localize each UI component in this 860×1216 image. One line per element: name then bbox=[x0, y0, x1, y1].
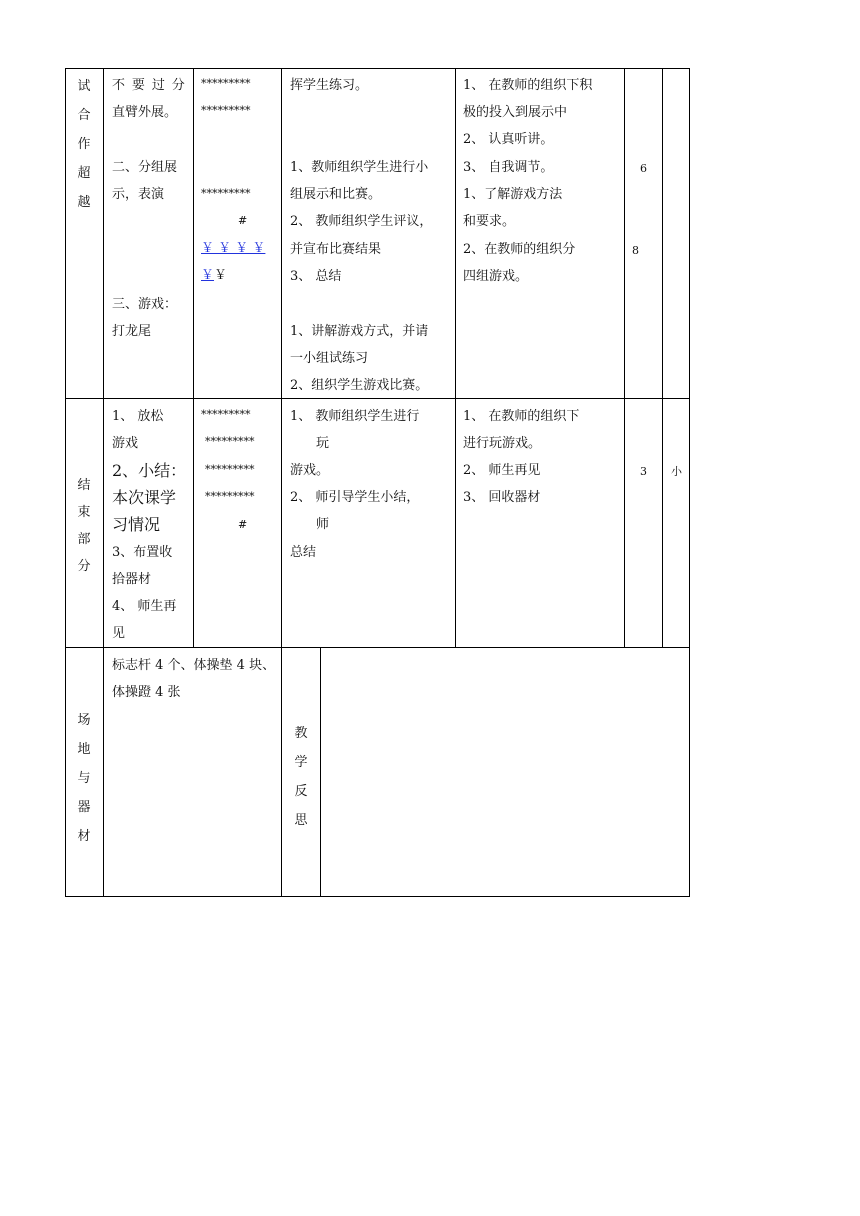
student-line: 和要求。 bbox=[463, 214, 516, 229]
formation-line: ********* bbox=[201, 187, 251, 200]
table-border-top bbox=[65, 68, 690, 69]
content-line: 拾器材 bbox=[112, 572, 152, 587]
teacher-line: 组展示和比赛。 bbox=[290, 187, 382, 202]
formation-line-part: ￥ bbox=[201, 268, 215, 283]
content-line: 3、布置收 bbox=[112, 545, 173, 560]
formation-line: ********* bbox=[201, 408, 251, 421]
content-line: 直臂外展。 bbox=[112, 105, 178, 120]
col-divider-student bbox=[624, 68, 625, 648]
formation-line: ********* bbox=[205, 490, 255, 503]
content-line: 不 要 过 分 bbox=[112, 78, 187, 93]
section-label-row2: 结束部分 bbox=[77, 478, 91, 574]
section-label-row1: 试合作超越 bbox=[77, 79, 91, 210]
content-line: 习情况 bbox=[112, 515, 161, 534]
student-line: 进行玩游戏。 bbox=[463, 436, 542, 451]
formation-line: ********* bbox=[205, 463, 255, 476]
col-divider-reflection bbox=[320, 647, 321, 897]
col-divider-formation bbox=[281, 68, 282, 648]
student-line: 1、 在教师的组织下积 bbox=[463, 78, 593, 93]
content-line: 2、小结： bbox=[112, 461, 187, 480]
student-line: 3、 自我调节。 bbox=[463, 160, 554, 175]
formation-line: ********* bbox=[201, 104, 251, 117]
student-line: 2、 认真听讲。 bbox=[463, 132, 554, 147]
content-line: 二、分组展 bbox=[112, 160, 178, 175]
equipment-line: 标志杆 4 个、体操垫 4 块、 bbox=[112, 658, 276, 673]
teacher-line: 3、 总结 bbox=[290, 269, 342, 284]
student-line: 四组游戏。 bbox=[463, 269, 529, 284]
table-border-left bbox=[65, 68, 66, 897]
time-value: 3 bbox=[640, 465, 647, 478]
content-line: 本次课学 bbox=[112, 488, 177, 507]
teacher-line: 玩 bbox=[316, 436, 330, 451]
student-line: 3、 回收器材 bbox=[463, 490, 541, 505]
row-divider-2 bbox=[65, 647, 690, 648]
equipment-line: 体操蹬 4 张 bbox=[112, 685, 181, 700]
table-border-bottom bbox=[65, 896, 690, 897]
content-line: 打龙尾 bbox=[112, 324, 152, 339]
teacher-line: 总结 bbox=[290, 545, 317, 560]
teacher-line: 一小组试练习 bbox=[290, 351, 369, 366]
teacher-line: 游戏。 bbox=[290, 463, 330, 478]
formation-line: ********* bbox=[201, 77, 251, 90]
teacher-line: 1、讲解游戏方式，并请 bbox=[290, 324, 429, 339]
formation-line: ￥￥ bbox=[201, 268, 228, 283]
time-value: 8 bbox=[632, 244, 639, 257]
content-line: 1、 放松 bbox=[112, 409, 164, 424]
col-divider-equipment bbox=[281, 647, 282, 897]
teacher-line: 并宣布比赛结果 bbox=[290, 242, 382, 257]
formation-line: ￥ ￥ ￥ ￥ bbox=[201, 241, 266, 256]
col-divider-content bbox=[193, 68, 194, 648]
col-divider-teacher bbox=[455, 68, 456, 648]
content-line: 示，表演 bbox=[112, 187, 165, 202]
teacher-line: 1、 教师组织学生进行 bbox=[290, 409, 420, 424]
student-line: 2、在教师的组织分 bbox=[463, 242, 576, 257]
formation-line: # bbox=[238, 518, 248, 531]
student-line: 2、 师生再见 bbox=[463, 463, 541, 478]
content-line: 游戏 bbox=[112, 436, 139, 451]
col-divider-time bbox=[662, 68, 663, 648]
teacher-line: 2、 教师组织学生评议， bbox=[290, 214, 433, 229]
formation-line: # bbox=[238, 214, 248, 227]
student-line: 极的投入到展示中 bbox=[463, 105, 568, 120]
col-divider-section bbox=[103, 68, 104, 897]
formation-line: ********* bbox=[205, 435, 255, 448]
teacher-line: 1、教师组织学生进行小 bbox=[290, 160, 429, 175]
teacher-line: 师 bbox=[316, 517, 330, 532]
teacher-line: 2、组织学生游戏比赛。 bbox=[290, 378, 429, 393]
time-value: 6 bbox=[640, 162, 647, 175]
teacher-line: 2、 师引导学生小结， bbox=[290, 490, 420, 505]
student-line: 1、 在教师的组织下 bbox=[463, 409, 580, 424]
table-border-right bbox=[689, 68, 690, 897]
teacher-line: 挥学生练习。 bbox=[290, 78, 369, 93]
student-line: 1、了解游戏方法 bbox=[463, 187, 563, 202]
section-label-row3: 场地与器材 bbox=[77, 713, 91, 844]
intensity-value: 小 bbox=[671, 465, 682, 478]
content-line: 三、游戏： bbox=[112, 297, 178, 312]
content-line: 见 bbox=[112, 626, 126, 641]
reflection-label: 教学反思 bbox=[294, 726, 308, 828]
content-line: 4、 师生再 bbox=[112, 599, 177, 614]
